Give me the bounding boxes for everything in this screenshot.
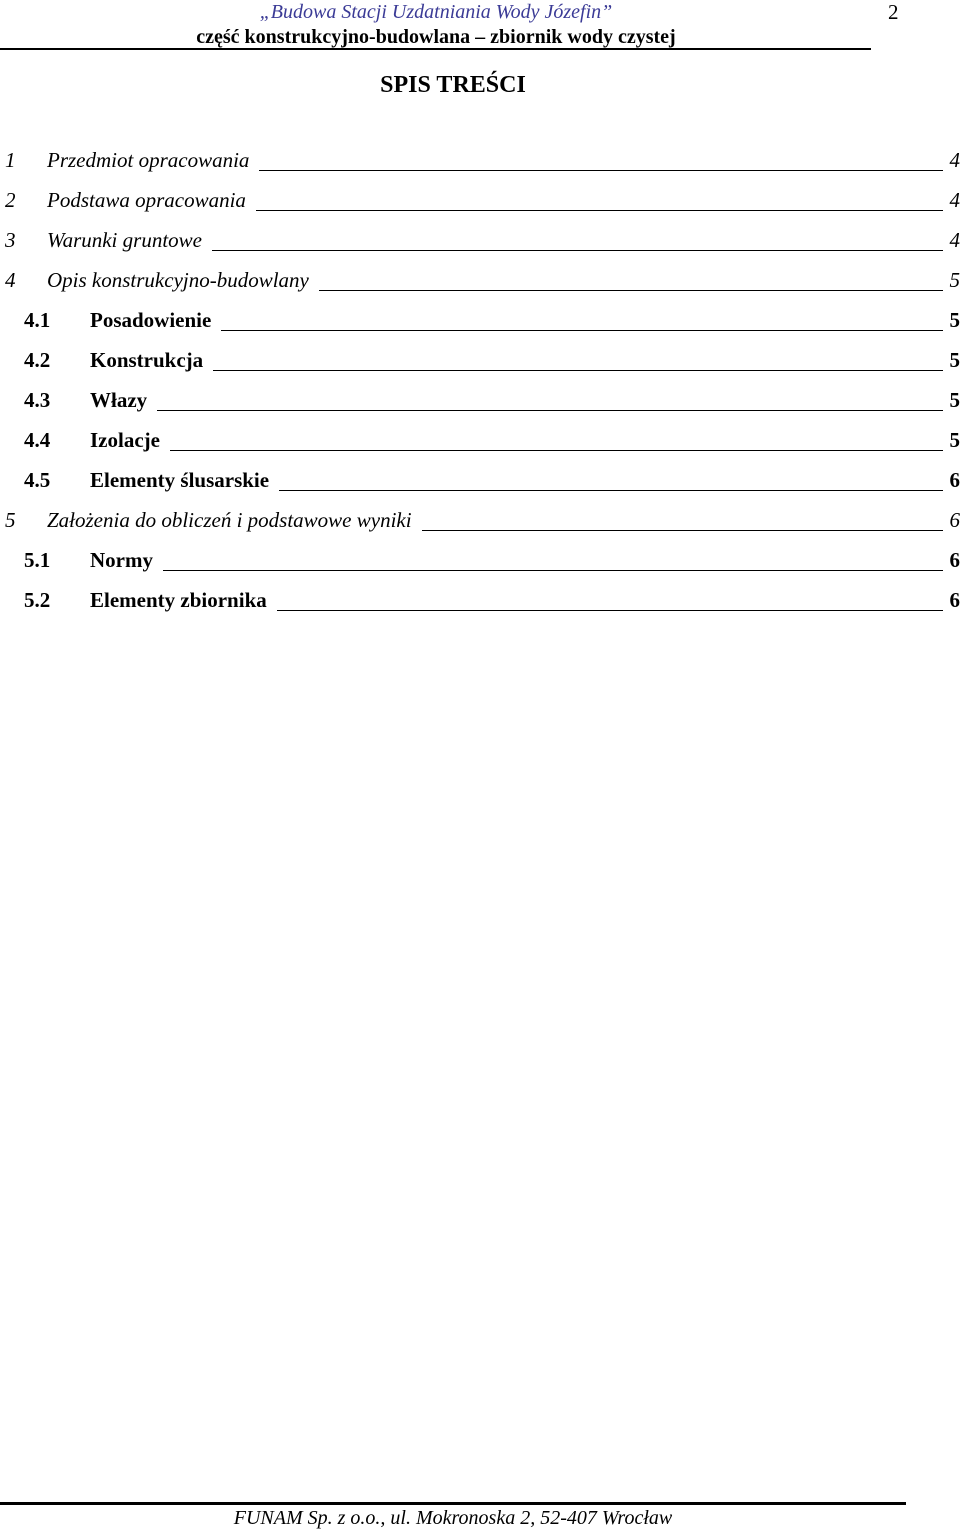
toc-entry[interactable] xyxy=(0,266,960,306)
toc-entry-number: 4.5 xyxy=(24,468,51,492)
toc-entry[interactable] xyxy=(0,546,960,586)
toc-leader-line xyxy=(256,210,943,211)
toc-entry-number: 4 xyxy=(5,268,16,292)
toc-entry-number: 4.3 xyxy=(24,388,51,412)
toc-heading: SPIS TREŚCI xyxy=(380,72,526,98)
toc-entry-page: 6 xyxy=(949,508,960,532)
toc-entry-page: 5 xyxy=(949,348,960,372)
toc-entry-number: 4.2 xyxy=(24,348,51,372)
toc-entry-title: Posadowienie xyxy=(90,308,212,332)
toc-entry[interactable] xyxy=(0,346,960,386)
toc-entry-number: 5.2 xyxy=(24,588,51,612)
toc-entry-number: 1 xyxy=(5,148,16,172)
toc-entry[interactable] xyxy=(0,466,960,506)
footer-address: FUNAM Sp. z o.o., ul. Mokronoska 2, 52-407 Wrocław xyxy=(233,1507,673,1529)
toc-entry-title: Izolacje xyxy=(90,428,160,452)
document-subtitle: część konstrukcyjno-budowlana – zbiornik wody czystej xyxy=(196,26,676,48)
toc-entry[interactable] xyxy=(0,586,960,626)
toc-entry-title: Normy xyxy=(90,548,153,572)
toc-entry[interactable] xyxy=(0,186,960,226)
toc-leader-line xyxy=(212,250,943,251)
toc-leader-line xyxy=(259,170,943,171)
toc-entry-page: 5 xyxy=(949,268,960,292)
toc-leader-line xyxy=(157,410,943,411)
toc-entry-number: 5 xyxy=(5,508,16,532)
toc-leader-line xyxy=(279,490,943,491)
toc-entry-number: 5.1 xyxy=(24,548,51,572)
toc-entry[interactable] xyxy=(0,426,960,466)
toc-entry-title: Elementy ślusarskie xyxy=(90,468,270,492)
toc-entry-number: 3 xyxy=(5,228,16,252)
page-number: 2 xyxy=(888,0,899,24)
header-divider xyxy=(0,48,871,50)
toc-entry-page: 5 xyxy=(949,388,960,412)
toc-leader-line xyxy=(163,570,943,571)
toc-entry-title: Konstrukcja xyxy=(90,348,204,372)
toc-leader-line xyxy=(319,290,943,291)
toc-entry-page: 4 xyxy=(949,148,960,172)
toc-entry-title: Opis konstrukcyjno-budowlany xyxy=(47,268,309,292)
table-of-contents xyxy=(0,146,960,626)
toc-entry[interactable] xyxy=(0,506,960,546)
toc-entry-title: Włazy xyxy=(90,388,148,412)
toc-entry-page: 6 xyxy=(949,468,960,492)
toc-leader-line xyxy=(170,450,943,451)
toc-entry-title: Założenia do obliczeń i podstawowe wyniki xyxy=(47,508,412,532)
toc-entry-page: 4 xyxy=(949,188,960,212)
toc-entry[interactable] xyxy=(0,386,960,426)
footer-divider xyxy=(0,1502,906,1505)
toc-entry-page: 5 xyxy=(949,428,960,452)
toc-leader-line xyxy=(221,330,943,331)
toc-entry-title: Warunki gruntowe xyxy=(47,228,202,252)
toc-leader-line xyxy=(213,370,943,371)
toc-entry-title: Elementy zbiornika xyxy=(90,588,267,612)
toc-entry-page: 4 xyxy=(949,228,960,252)
toc-leader-line xyxy=(422,530,943,531)
toc-entry[interactable] xyxy=(0,226,960,266)
toc-entry[interactable] xyxy=(0,306,960,346)
toc-entry-page: 6 xyxy=(949,548,960,572)
toc-entry-number: 4.4 xyxy=(24,428,51,452)
document-title: „Budowa Stacji Uzdatniania Wody Józefin” xyxy=(259,1,613,23)
toc-entry-page: 6 xyxy=(949,588,960,612)
toc-entry-number: 2 xyxy=(5,188,16,212)
toc-entry-number: 4.1 xyxy=(24,308,51,332)
toc-entry-title: Przedmiot opracowania xyxy=(47,148,250,172)
toc-entry-title: Podstawa opracowania xyxy=(47,188,246,212)
toc-leader-line xyxy=(277,610,943,611)
toc-entry-page: 5 xyxy=(949,308,960,332)
toc-entry[interactable] xyxy=(0,146,960,186)
